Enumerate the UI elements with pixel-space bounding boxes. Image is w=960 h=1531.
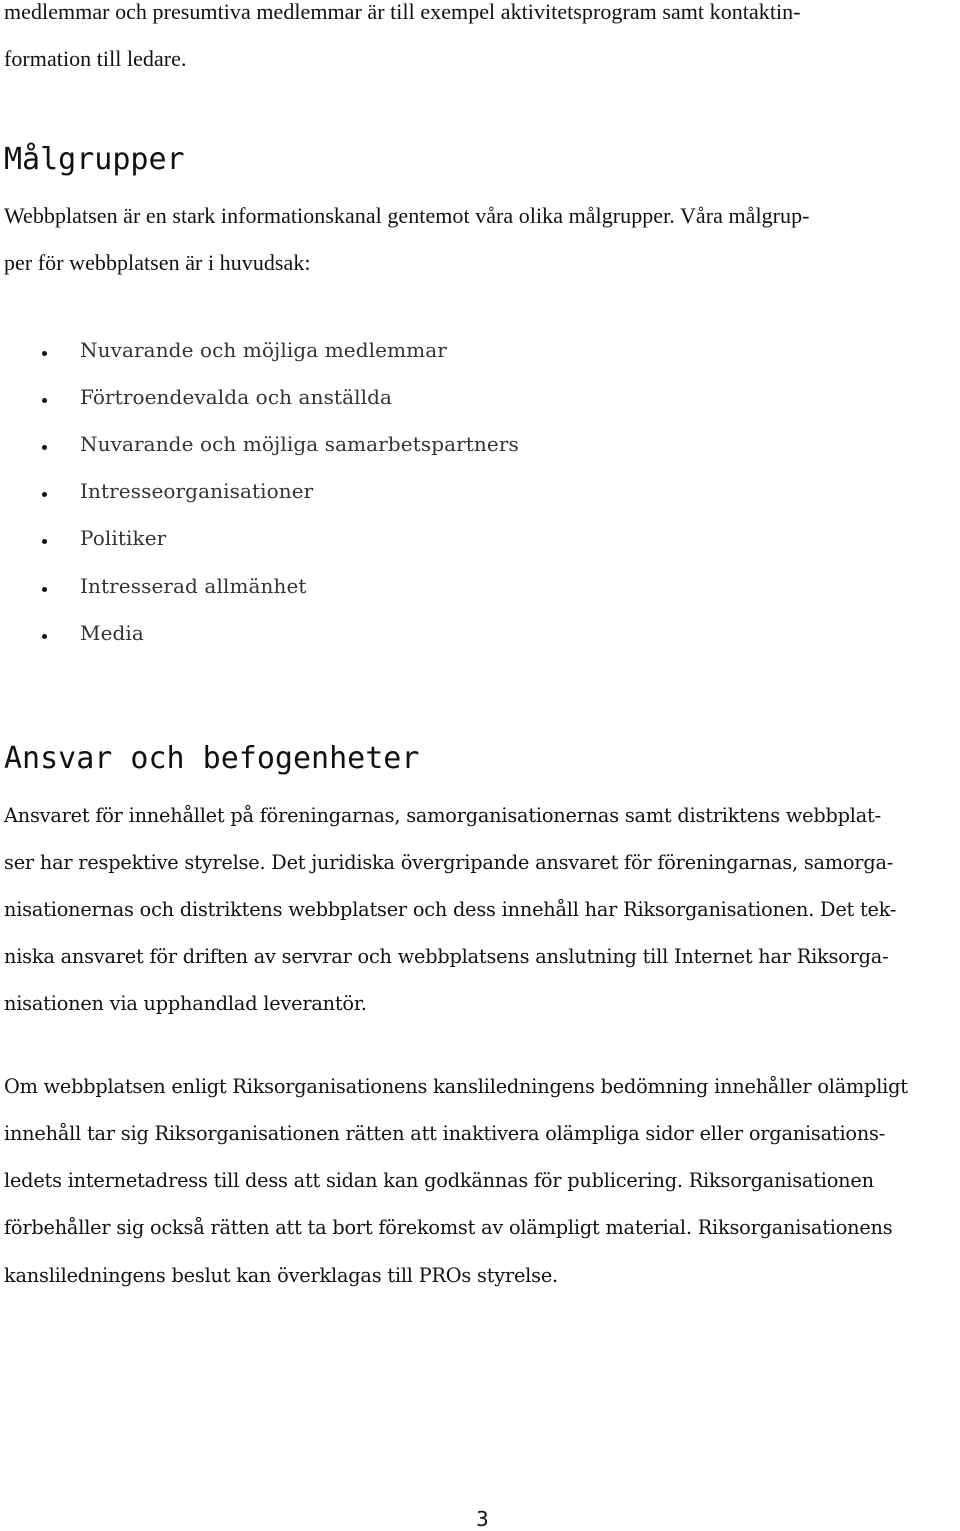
malgrupper-paragraph-line-1: Webbplatsen är en stark informationskanal gentemot våra olika målgrupper. Våra målgrup- — [4, 203, 810, 228]
ansvar-paragraph2-line-3: ledets internetadress till dess att sidan kan godkännas för publicering. Riksorganisationen — [4, 1169, 874, 1192]
bullet-icon — [42, 634, 47, 639]
list-item-text: Nuvarande och möjliga medlemmar — [80, 338, 447, 362]
ansvar-paragraph1-line-3: nisationernas och distriktens webbplatser och dess innehåll har Riksorganisationen. Det tek- — [4, 898, 897, 921]
list-item-text: Media — [80, 621, 144, 645]
list-item-text: Nuvarande och möjliga samarbetspartners — [80, 432, 519, 456]
bullet-icon — [42, 587, 47, 592]
ansvar-paragraph1-line-5: nisationen via upphandlad leverantör. — [4, 992, 367, 1015]
list-item-text: Intresserad allmänhet — [80, 574, 307, 598]
ansvar-paragraph1-line-2: ser har respektive styrelse. Det juridiska övergripande ansvaret för föreningarnas, samorga- — [4, 851, 894, 874]
intro-line-1: medlemmar och presumtiva medlemmar är till exempel aktivitetsprogram samt kontaktin- — [4, 0, 801, 24]
ansvar-paragraph2-line-5: kansliledningens beslut kan överklagas till PROs styrelse. — [4, 1264, 558, 1287]
ansvar-paragraph2-line-4: förbehåller sig också rätten att ta bort förekomst av olämpligt material. Riksorganisationens — [4, 1216, 893, 1239]
bullet-icon — [42, 492, 47, 497]
page-number: 3 — [476, 1507, 489, 1531]
ansvar-paragraph2-line-1: Om webbplatsen enligt Riksorganisationens kansliledningens bedömning innehåller olämpligt — [4, 1075, 908, 1098]
bullet-icon — [42, 539, 47, 544]
ansvar-paragraph1-line-1: Ansvaret för innehållet på föreningarnas, samorganisationernas samt distriktens webbplat- — [4, 804, 881, 827]
bullet-icon — [42, 445, 47, 450]
section-heading-malgrupper: Målgrupper — [4, 142, 185, 177]
intro-line-2: formation till ledare. — [4, 46, 187, 71]
bullet-icon — [42, 351, 47, 356]
bullet-icon — [42, 398, 47, 403]
list-item-text: Politiker — [80, 526, 167, 550]
list-item-text: Intresseorganisationer — [80, 479, 314, 503]
ansvar-paragraph1-line-4: niska ansvaret för driften av servrar och webbplatsens anslutning till Internet har Riksorga- — [4, 945, 889, 968]
malgrupper-paragraph-line-2: per för webbplatsen är i huvudsak: — [4, 250, 311, 275]
ansvar-paragraph2-line-2: innehåll tar sig Riksorganisationen rätten att inaktivera olämpliga sidor eller organisations- — [4, 1122, 886, 1145]
section-heading-ansvar: Ansvar och befogenheter — [4, 741, 420, 776]
list-item-text: Förtroendevalda och anställda — [80, 385, 393, 409]
